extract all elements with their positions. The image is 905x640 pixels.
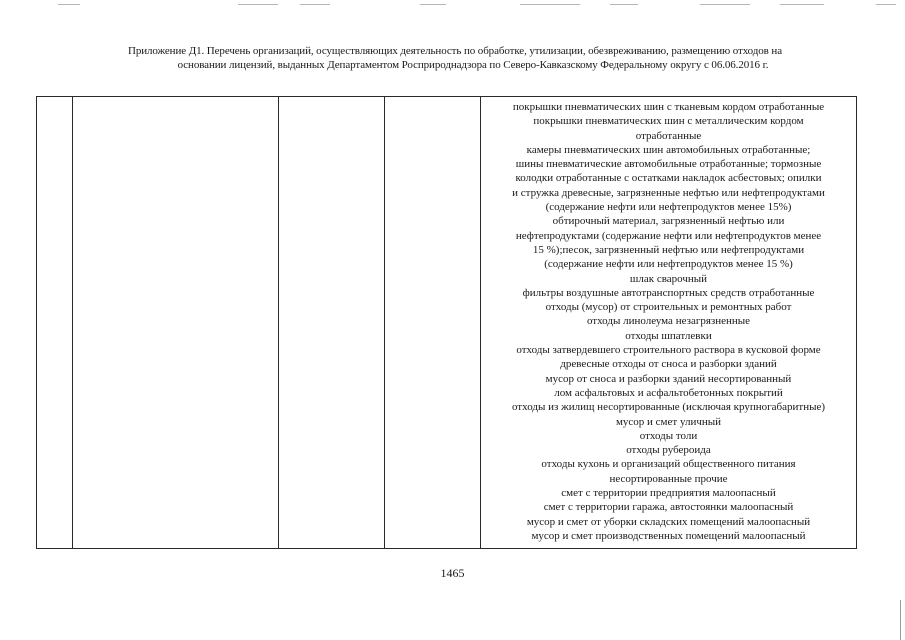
waste-types-cell (481, 100, 856, 543)
waste-line: шлак сварочный (629, 272, 708, 285)
waste-line: смет с территории гаража, автостоянки малоопасный (543, 501, 794, 514)
waste-line: смет с территории предприятия малоопасный (561, 487, 776, 500)
waste-line: несортированные прочие (609, 472, 728, 485)
waste-line: отходы шпатлевки (625, 329, 712, 342)
waste-line: покрышки пневматических шин с металлическим кордом (533, 115, 804, 128)
waste-line: мусор от сноса и разборки зданий несортированный (545, 372, 792, 385)
document-header (60, 44, 850, 72)
waste-line: мусор и смет производственных помещений малоопасный (531, 529, 806, 542)
waste-line: отходы (мусор) от строительных и ремонтных работ (545, 301, 792, 314)
waste-line: 15 %);песок, загрязненный нефтью или нефтепродуктами (532, 243, 805, 256)
waste-line: древесные отходы от сноса и разборки зданий (560, 358, 777, 371)
scan-artifact-top (0, 0, 905, 14)
waste-line: фильтры воздушные автотранспортных средств отработанные (522, 286, 815, 299)
waste-line: обтирочный материал, загрязненный нефтью или (552, 215, 785, 228)
waste-line: шины пневматические автомобильные отработанные; тормозные (515, 158, 822, 171)
scan-artifact-right (900, 600, 901, 640)
waste-line: отходы из жилищ несортированные (исключая крупногабаритные) (511, 401, 826, 414)
waste-line: отходы толи (639, 429, 698, 442)
waste-line: и стружка древесные, загрязненные нефтью или нефтепродуктами (512, 186, 825, 199)
waste-line: камеры пневматических шин автомобильных отработанные; (526, 143, 811, 156)
waste-line: нефтепродуктами (содержание нефти или нефтепродуктов менее (515, 229, 822, 242)
column-divider-1 (72, 97, 73, 548)
column-divider-2 (278, 97, 279, 548)
header-title-line2: основании лицензий, выданных Департаментом Росприроднадзора по Северо-Кавказскому Федеральному округу с 06.06.2016 г. (177, 59, 769, 71)
waste-line: отходы линолеума незагрязненные (586, 315, 751, 328)
waste-line: отходы затвердевшего строительного раствора в кусковой форме (516, 344, 821, 357)
page-number: 1465 (440, 566, 465, 580)
organizations-table (36, 96, 857, 549)
waste-line: колодки отработанные с остатками накладок асбестовых; опилки (515, 172, 822, 185)
table-border-left (36, 97, 37, 548)
waste-line: покрышки пневматических шин с тканевым кордом отработанные (512, 101, 825, 113)
waste-line: мусор и смет уличный (615, 415, 722, 428)
header-title-line1: Приложение Д1. Перечень организаций, осуществляющих деятельность по обработке, утилизации, обезвреживанию, размещению отходов на (128, 45, 782, 57)
waste-line: отходы рубероида (626, 444, 711, 457)
column-divider-3 (384, 97, 385, 548)
waste-line: мусор и смет от уборки складских помещений малоопасный (526, 515, 811, 528)
table-border-right (856, 97, 857, 548)
waste-line: отходы кухонь и организаций общественного питания (541, 458, 796, 471)
waste-line: отработанные (635, 129, 702, 142)
waste-line: лом асфальтовых и асфальтобетонных покрытий (554, 386, 783, 399)
waste-line: (содержание нефти или нефтепродуктов менее 15%) (545, 201, 792, 214)
waste-line: (содержание нефти или нефтепродуктов менее 15 %) (544, 258, 793, 271)
